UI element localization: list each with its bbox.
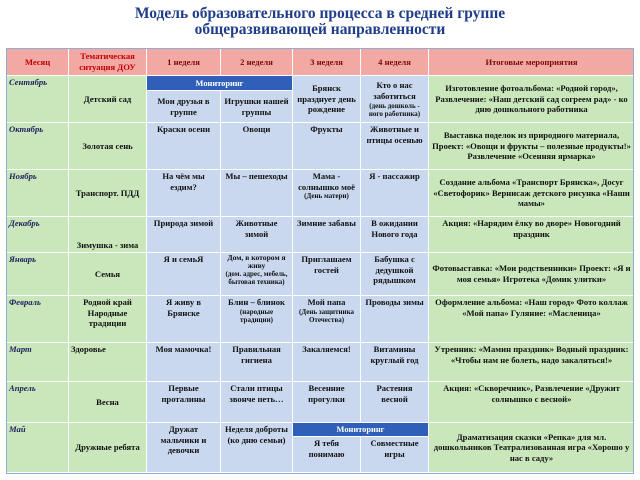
week-2-text: Дом, в котором я живу [227,253,286,270]
month-cell: Декабрь [7,217,69,253]
situation-cell: Транспорт. ПДД [69,170,147,217]
week-2-text: Блин – блинок [228,297,285,307]
week-4-cell: Совместные игры [361,437,429,473]
result-cell: Выставка поделок из природного материала, Проект: «Овощи и фрукты – полезные продукты!» Развлечение «Осенняя ярмарка» [429,123,635,170]
week-3-cell: Я тебя понимаю [293,437,361,473]
week-2-cell [221,253,293,296]
month-cell: Январь [7,253,69,296]
header-row [7,49,635,76]
result-cell: Создание альбома «Транспорт Брянска», Досуг «Светофорик» Вернисаж детского рисунка «Наши мамы» [429,170,635,217]
week-1-cell: Дружат мальчики и девочки [147,423,221,473]
situation-cell: Семья [69,253,147,296]
week-3-cell: Брянск празднует день рождение [293,76,361,123]
header-week-1: 1 неделя [147,49,221,76]
header-week-4: 4 неделя [361,49,429,76]
week-1-cell: Моя мамочка! [147,343,221,382]
curriculum-table [6,48,635,473]
situation-cell: Золотая сень [69,123,147,170]
table-row [7,217,635,253]
week-3-text: Мой папа [307,297,346,307]
result-cell: Акция: «Скворечник», Развлечение «Дружит солнышко с весной» [429,382,635,423]
week-4-cell [361,76,429,123]
month-cell: Март [7,343,69,382]
table-row [7,423,635,437]
week-2-note: (народные традиции) [239,307,274,324]
week-3-text: Мама - солнышко моё [298,171,355,192]
month-cell: Октябрь [7,123,69,170]
week-1-cell: На чём мы ездим? [147,170,221,217]
table-row [7,382,635,423]
header-week-3: 3 неделя [293,49,361,76]
week-2-cell: Неделя доброты (ко дню семьи) [221,423,293,473]
title-line-2: общеразвивающей направленности [194,21,446,38]
month-cell: Сентябрь [7,76,69,123]
week-1-cell: Я живу в Брянске [147,296,221,343]
header-situation: Тематическая ситуация ДОУ [69,49,147,76]
week-4-cell: Растения весной [361,382,429,423]
result-cell: Драматизация сказки «Репка» для мл. дошкольников Театрализованная игра «Хорошо у нас в саду» [429,423,635,473]
week-2-cell: Правильная гигиена [221,343,293,382]
week-2-cell: Животные зимой [221,217,293,253]
week-3-note: (День матери) [304,192,349,201]
week-4-text: Кто о нас заботиться [373,80,416,101]
week-2-cell: Стали птицы звонче петь… [221,382,293,423]
month-cell: Апрель [7,382,69,423]
month-cell: Ноябрь [7,170,69,217]
week-4-cell: В ожидании Нового года [361,217,429,253]
header-month: Месяц [7,49,69,76]
monitoring-badge: Мониторинг [293,423,429,437]
week-1-cell: Первые проталины [147,382,221,423]
table-row [7,76,635,91]
week-1-cell: Краски осени [147,123,221,170]
table-row [7,343,635,382]
month-cell: Февраль [7,296,69,343]
situation-cell: Весна [69,382,147,423]
week-3-cell: Закаляемся! [293,343,361,382]
week-2-cell: Мы – пешеходы [221,170,293,217]
title-line-1: Модель образовательного процесса в средней группе [134,5,506,22]
result-cell: Изготовление фотоальбома: «Родной город», Развлечение: «Наш детский сад согреем рад» - ко дню дошкольного работника [429,76,635,123]
week-2-cell: Игрушки нашей группы [221,91,293,123]
week-3-cell [293,296,361,343]
week-4-cell: Я - пассажир [361,170,429,217]
table-row [7,123,635,170]
week-3-cell: Фрукты [293,123,361,170]
monitoring-badge: Мониторинг [147,76,293,91]
week-2-cell: Овощи [221,123,293,170]
situation-cell: Зимушка - зима [69,217,147,253]
situation-cell: Здоровье [69,343,147,382]
result-cell: Фотовыставка: «Мои родственники» Проект: «Я и моя семья» Игротека «Домик улитки» [429,253,635,296]
week-4-cell: Бабушка с дедушкой рядышком [361,253,429,296]
week-3-cell [293,170,361,217]
situation-cell: Родной край Народные традиции [69,296,147,343]
week-2-cell [221,296,293,343]
week-3-note: (День защитника Отечества) [298,307,354,324]
page-title [0,6,640,38]
week-3-cell: Зимние забавы [293,217,361,253]
week-3-cell: Весенние прогулки [293,382,361,423]
result-cell: Утренник: «Мамин праздник» Водный праздник: «Чтобы нам не болеть, надо закаляться!» [429,343,635,382]
situation-cell: Детский сад [69,76,147,123]
week-4-cell: Витамины круглый год [361,343,429,382]
header-results: Итоговые мероприятия [429,49,635,76]
week-1-cell: Мои друзья в группе [147,91,221,123]
week-4-note: (день дошколь - ного работника) [368,101,421,118]
table-row [7,170,635,217]
week-1-cell: Я и семьЯ [147,253,221,296]
header-week-2: 2 неделя [221,49,293,76]
week-1-cell: Природа зимой [147,217,221,253]
table-row [7,253,635,296]
week-2-note: (дом. адрес, мебель, бытовая техника) [225,270,288,286]
week-3-cell: Приглашаем гостей [293,253,361,296]
week-4-cell: Проводы зимы [361,296,429,343]
situation-cell: Дружные ребята [69,423,147,473]
table-row [7,296,635,343]
result-cell: Оформление альбома: «Наш город» Фото коллаж «Мой папа» Гуляние: «Масленица» [429,296,635,343]
week-4-cell: Животные и птицы осенью [361,123,429,170]
month-cell: Май [7,423,69,473]
result-cell: Акция: «Нарядим ёлку во дворе» Новогодний праздник [429,217,635,253]
